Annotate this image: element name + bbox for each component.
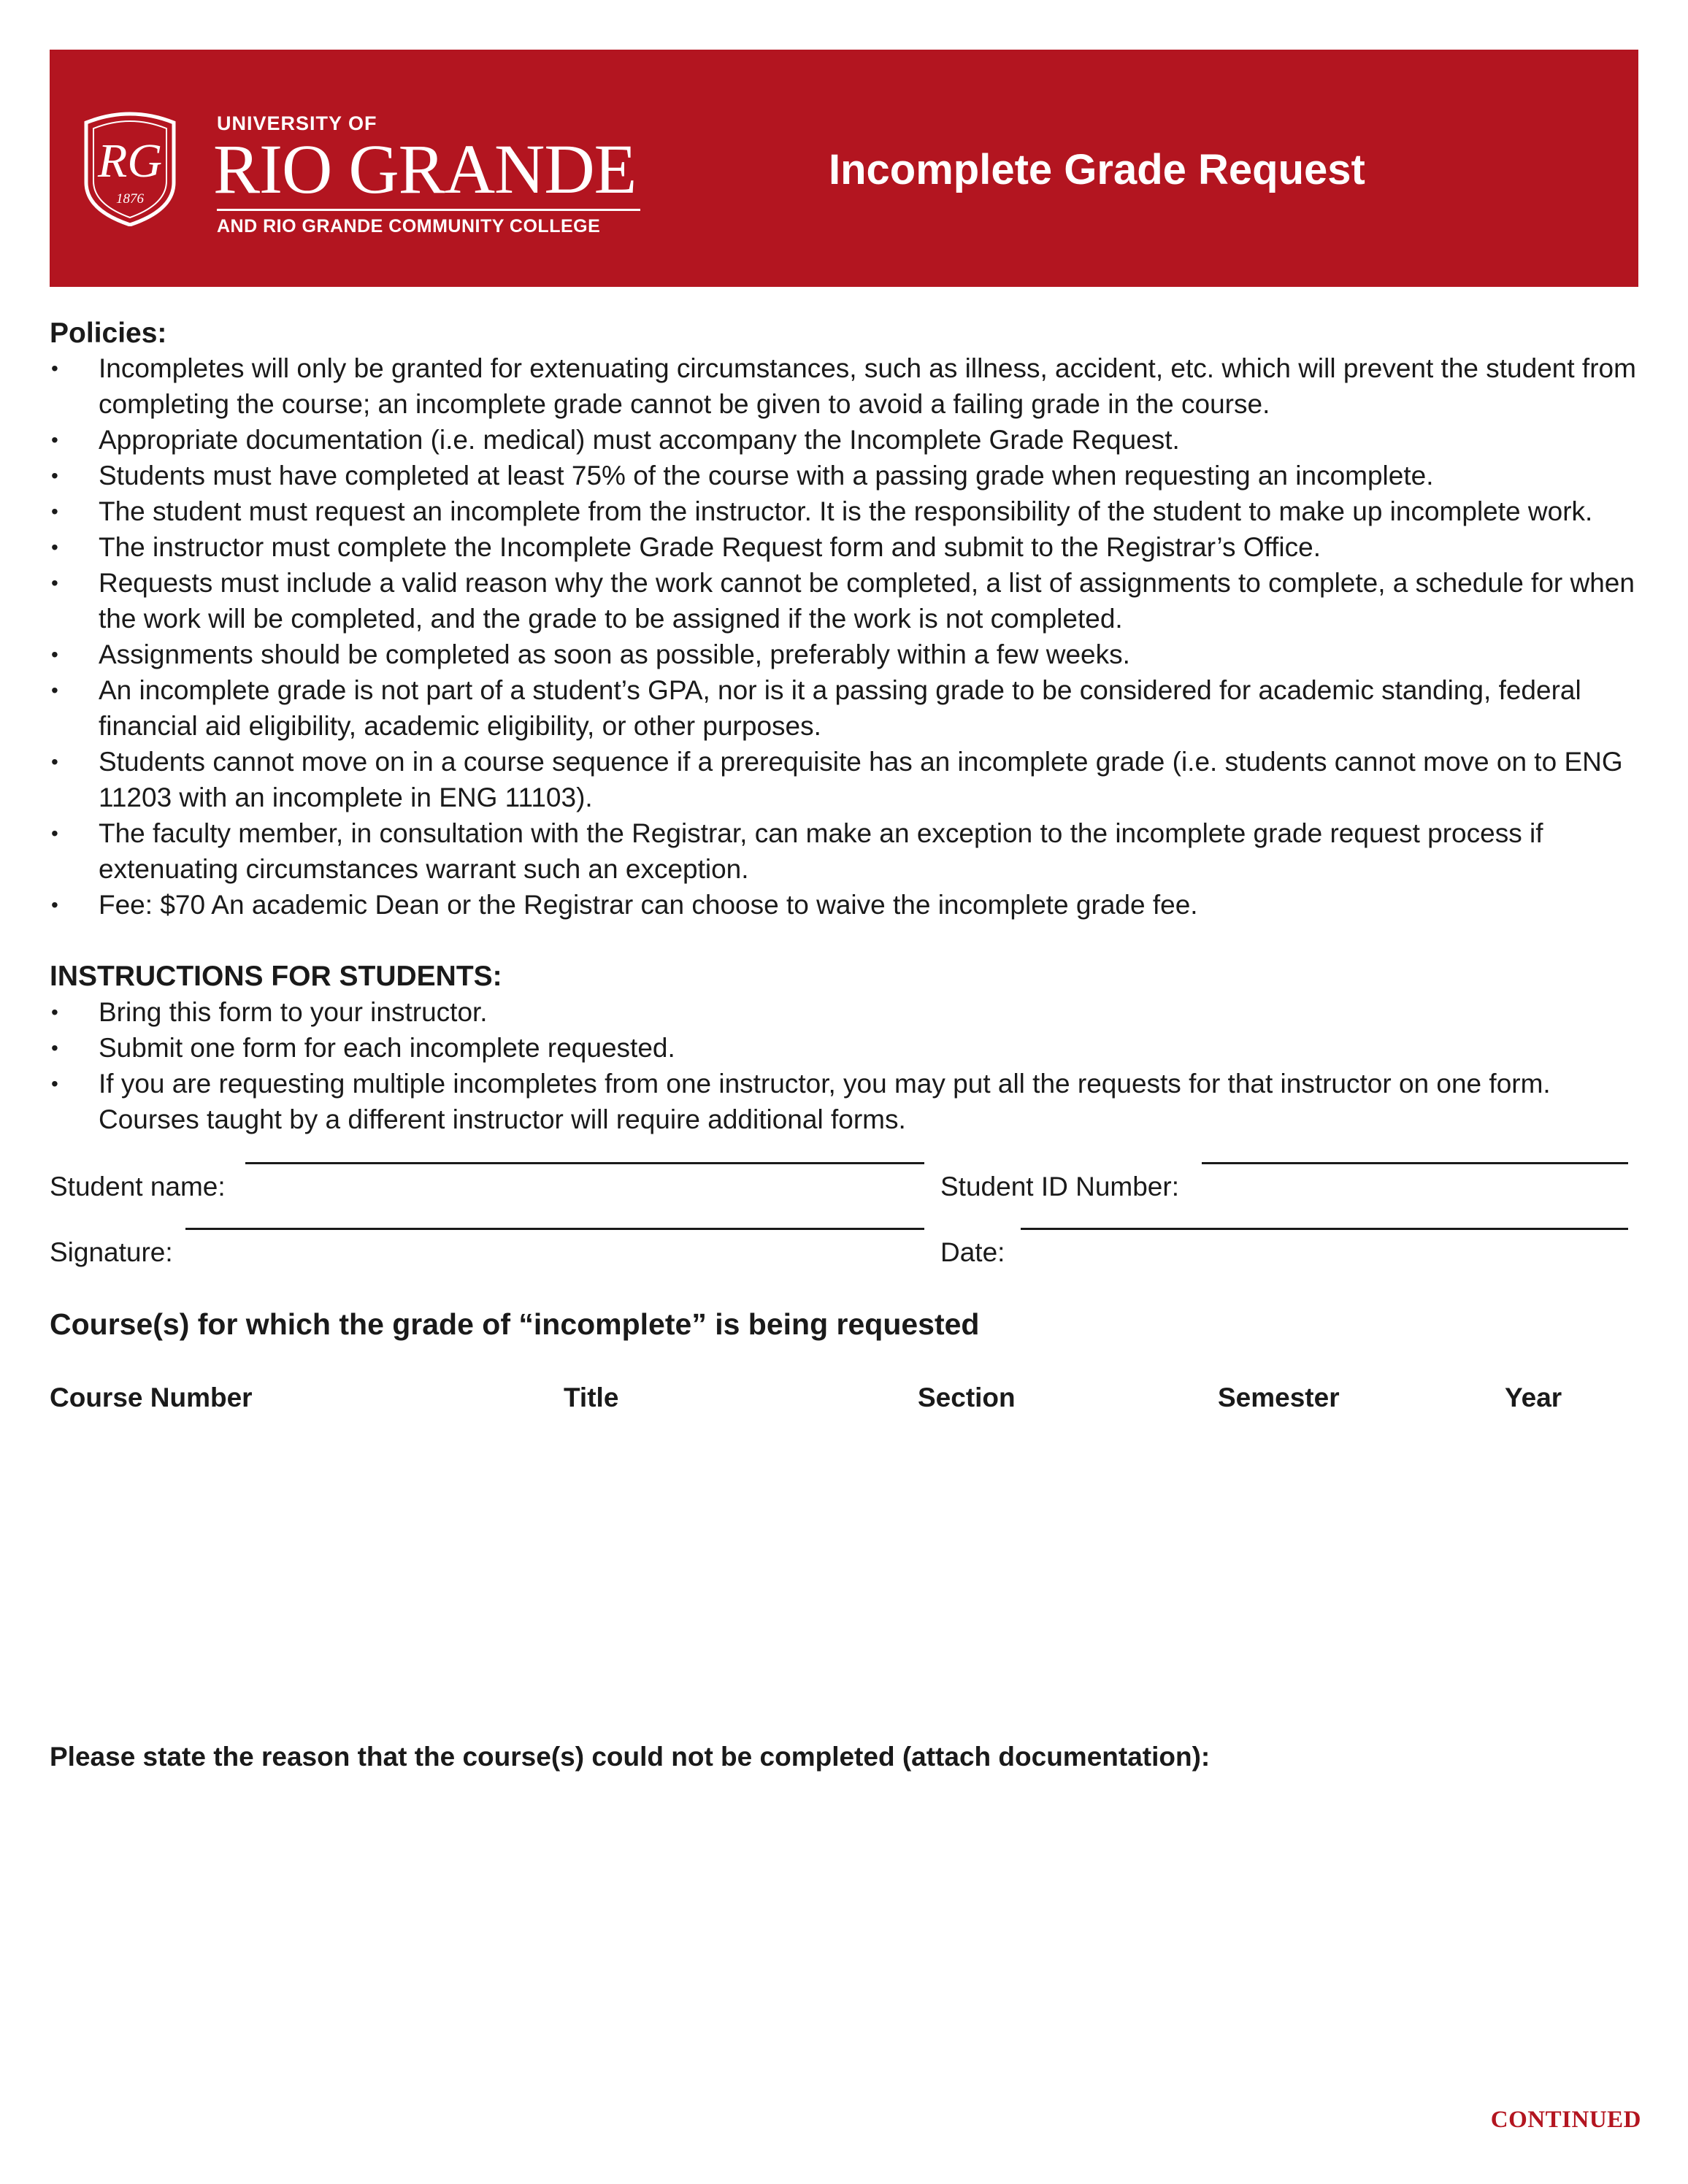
- instructions-heading: INSTRUCTIONS FOR STUDENTS:: [50, 961, 502, 992]
- svg-text:RG: RG: [98, 134, 162, 188]
- column-semester: Semester: [1218, 1383, 1340, 1412]
- policy-item: • Students cannot move on in a course sequence if a prerequisite has an incomplete grade (i.e. students cannot move on to ENG 11203 with an incomplete in ENG 11103).: [50, 744, 1649, 815]
- university-logo: [82, 109, 666, 285]
- student-id-label: Student ID Number:: [940, 1172, 1179, 1201]
- column-title: Title: [564, 1383, 619, 1412]
- policies-heading: Policies:: [50, 318, 167, 349]
- policy-item: • The instructor must complete the Incomplete Grade Request form and submit to the Registrar’s Office.: [50, 529, 1649, 565]
- page-title: Incomplete Grade Request: [829, 146, 1365, 193]
- instruction-item: • Submit one form for each incomplete requested.: [50, 1030, 1649, 1066]
- svg-text:1876: 1876: [116, 191, 144, 207]
- instruction-item: • Bring this form to your instructor.: [50, 994, 1649, 1030]
- policy-item: • The faculty member, in consultation with the Registrar, can make an exception to the incomplete grade request process if extenuating circumstances warrant such an exception.: [50, 815, 1649, 887]
- policy-item: • Appropriate documentation (i.e. medical) must accompany the Incomplete Grade Request.: [50, 422, 1649, 458]
- student-info-row: [50, 1169, 1630, 1205]
- column-year: Year: [1505, 1383, 1562, 1412]
- student-name-label: Student name:: [50, 1172, 226, 1201]
- logo-wordmark: RIO GRANDE: [213, 130, 637, 208]
- policy-item: • Students must have completed at least 75% of the course with a passing grade when requesting an incomplete.: [50, 458, 1649, 493]
- policy-item: • An incomplete grade is not part of a student’s GPA, nor is it a passing grade to be considered for academic standing, federal financial aid eligibility, academic eligibility, or other purposes.: [50, 672, 1649, 744]
- courses-heading: Course(s) for which the grade of “incomplete” is being requested: [50, 1307, 980, 1341]
- date-input-line[interactable]: [1021, 1228, 1628, 1230]
- instructions-list: [50, 994, 1649, 1137]
- signature-row: [50, 1234, 1630, 1271]
- column-course-number: Course Number: [50, 1383, 253, 1412]
- student-id-input-line[interactable]: [1202, 1162, 1628, 1164]
- policy-item: • Incompletes will only be granted for extenuating circumstances, such as illness, accident, etc. which will prevent the student from completing the course; an incomplete grade cannot be given to avoid a failing grade in the course.: [50, 350, 1649, 422]
- policy-item: • Requests must include a valid reason why the work cannot be completed, a list of assignments to complete, a schedule for when the work will be completed, and the grade to be assigned if the work is not completed.: [50, 565, 1649, 637]
- policy-item: • Assignments should be completed as soon as possible, preferably within a few weeks.: [50, 637, 1649, 672]
- logo-line-university-of: UNIVERSITY OF: [217, 112, 377, 134]
- reason-heading: Please state the reason that the course(s) could not be completed (attach documentation):: [50, 1742, 1211, 1772]
- logo-divider: [217, 209, 640, 211]
- policies-list: [50, 350, 1649, 923]
- policy-item: • Fee: $70 An academic Dean or the Registrar can choose to waive the incomplete grade fee.: [50, 887, 1649, 923]
- header-banner: [50, 50, 1638, 287]
- signature-label: Signature:: [50, 1237, 173, 1267]
- seal-icon: [82, 109, 178, 226]
- continued-label: CONTINUED: [1490, 2107, 1641, 2133]
- logo-line-community-college: AND RIO GRANDE COMMUNITY COLLEGE: [217, 216, 601, 237]
- student-name-input-line[interactable]: [245, 1162, 924, 1164]
- column-section: Section: [918, 1383, 1016, 1412]
- date-label: Date:: [940, 1237, 1005, 1267]
- policy-item: • The student must request an incomplete from the instructor. It is the responsibility of the student to make up incomplete work.: [50, 493, 1649, 529]
- signature-input-line[interactable]: [185, 1228, 924, 1230]
- instruction-item: • If you are requesting multiple incompletes from one instructor, you may put all the requests for that instructor on one form. Courses taught by a different instructor will require additional forms.: [50, 1066, 1649, 1137]
